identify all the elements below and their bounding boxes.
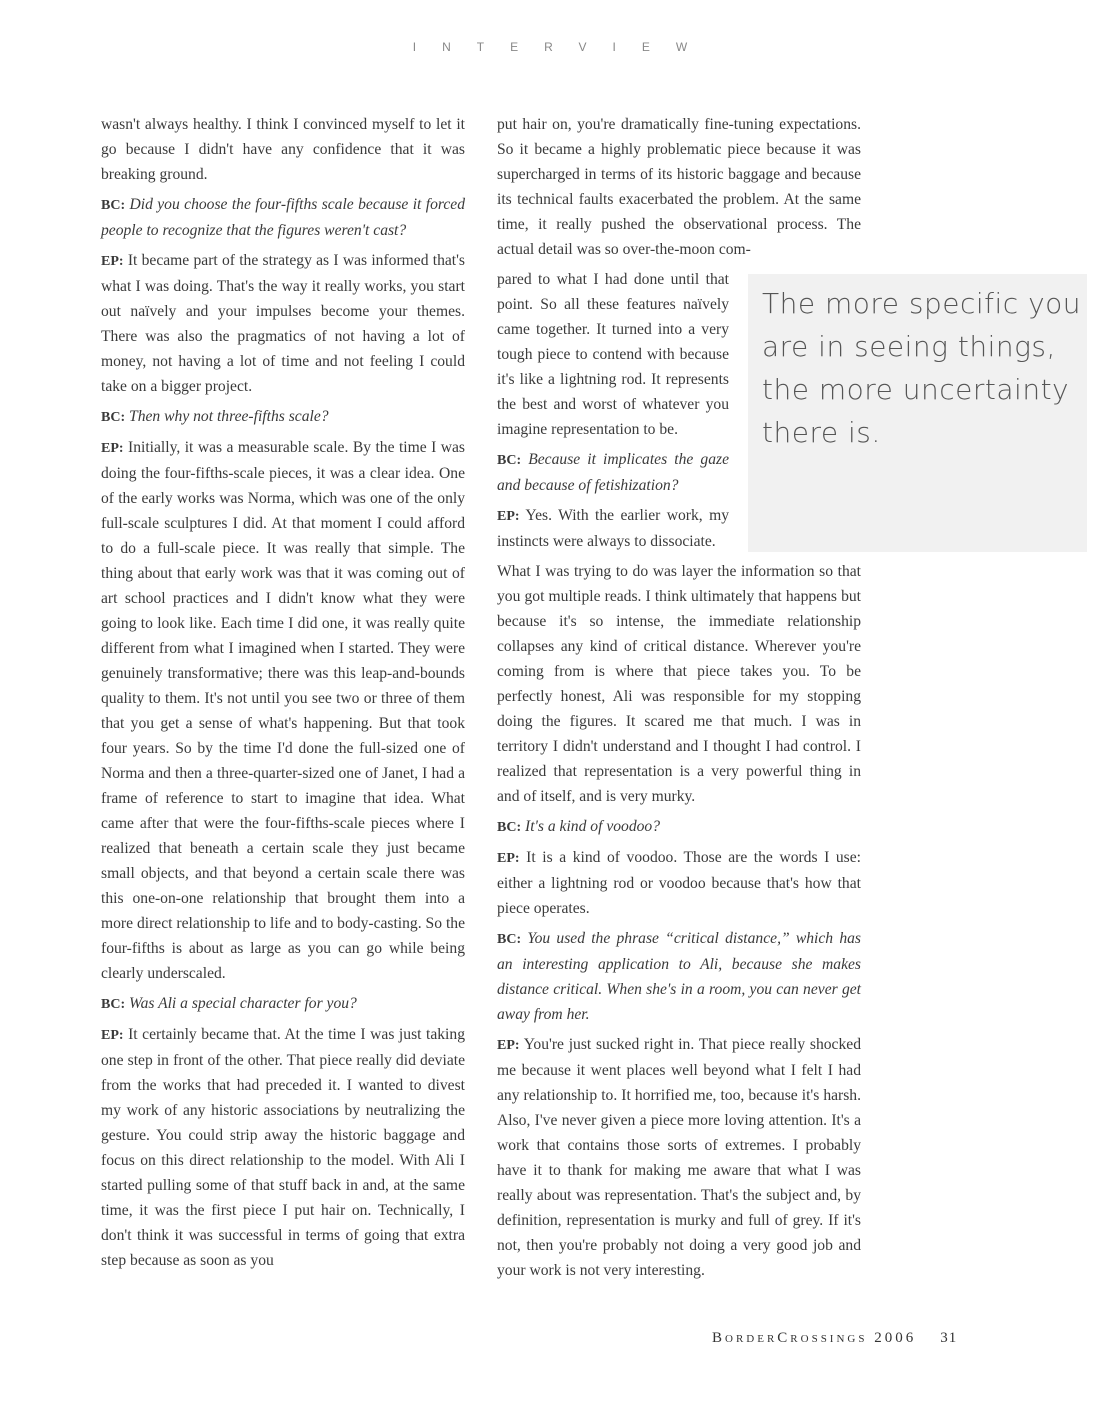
- paragraph-text: wasn't always healthy. I think I convinced myself to let it go because I didn't have any confidence that it was breaking ground.: [101, 116, 465, 183]
- answer-paragraph: [497, 845, 861, 921]
- paragraph-text: It certainly became that. At the time I was just taking one step in front of the other. That piece really did deviate from the works that had preceded it. I wanted to divest my work of any historic associations by neutralizing the gesture. You could strip away the historic baggage and focus on this direct relationship to the model. With Ali I started pulling some of that stuff back in and, at the same time, it was the first piece I put hair on. Technically, I don't think it was successful in terms of going that extra step because as soon as you: [101, 1026, 465, 1269]
- speaker-label: BC:: [101, 410, 126, 425]
- column-right-bottom: [497, 559, 861, 1283]
- text-paragraph: [497, 112, 861, 262]
- answer-paragraph: [101, 435, 465, 986]
- paragraph-text: put hair on, you're dramatically fine-tuning expectations. So it became a highly problematic piece because it was supercharged in terms of its historic baggage and because its technical faults exacerbated the problem. At the same time, it really pushed the observational process. The actual detail was so over-the-moon com-: [497, 116, 861, 258]
- paragraph-text: Was Ali a special character for you?: [129, 995, 357, 1012]
- magazine-name: BorderCrossings 2006: [712, 1330, 917, 1346]
- speaker-label: EP:: [101, 1028, 124, 1043]
- speaker-label: EP:: [497, 851, 520, 866]
- question-paragraph: [101, 404, 465, 430]
- question-paragraph: [497, 447, 729, 498]
- pullquote: The more specific you are in seeing things, the more uncertainty there is.: [762, 287, 1082, 449]
- speaker-label: EP:: [497, 509, 520, 524]
- answer-paragraph: [497, 503, 729, 554]
- speaker-label: BC:: [101, 997, 126, 1012]
- paragraph-text: Then why not three-fifths scale?: [129, 408, 329, 425]
- paragraph-text: pared to what I had done until that point. So all these features naïvely came together. It turned into a very tough piece to contend with because it's like a lightning rod. It represents the best and worst of whatever you imagine representation to be.: [497, 271, 729, 438]
- speaker-label: EP:: [101, 441, 124, 456]
- speaker-label: BC:: [497, 932, 522, 947]
- paragraph-text: You used the phrase “critical distance,” which has an interesting application to Ali, because she makes distance critical. When she's in a room, you can never get away from her.: [497, 930, 861, 1023]
- question-paragraph: [497, 926, 861, 1027]
- text-paragraph: [497, 559, 861, 809]
- paragraph-text: It's a kind of voodoo?: [525, 818, 661, 835]
- paragraph-text: It is a kind of voodoo. Those are the words I use: either a lightning rod or voodoo because that's how that piece operates.: [497, 849, 861, 917]
- paragraph-text: What I was trying to do was layer the information so that you got multiple reads. I think ultimately that happens but because it's so intense, the immediate relationship collapses any kind of critical distance. Wherever you're coming from is where that piece takes you. To be perfectly honest, Ali was responsible for my stopping doing the figures. It scared me that much. I was in territory I didn't understand and I thought I had control. I realized that representation is a very powerful thing in and of itself, and is very murky.: [497, 563, 861, 805]
- question-paragraph: [101, 991, 465, 1017]
- page-footer: [712, 1330, 957, 1347]
- paragraph-text: Initially, it was a measurable scale. By the time I was doing the four-fifths-scale pieces, it was a clear idea. One of the early works was Norma, which was one of the only full-scale sculptures I did. At that moment I could afford to do a full-scale piece. It was really that simple. The thing about that early work was that it was coming out of art school practices and I didn't know what they were going to look like. Each time I did one, it was really quite different from what I imagined when I started. They were genuinely transformative; there was this leap-and-bounds quality to them. It's not until you see two or three of them that you get a sense of what's happening. But that took four years. So by the time I'd done the full-sized one of Norma and then a three-quarter-sized one of Janet, I had a frame of reference to start to imagine that idea. What came after that were the four-fifths-scale pieces where I realized that beneath a certain scale they just became small objects, and that beyond a certain scale there was this one-on-one relationship that brought them into a more direct relationship to life and to body-casting. So the four-fifths is about as large as you can go while being clearly underscaled.: [101, 439, 465, 982]
- paragraph-text: Did you choose the four-fifths scale because it forced people to recognize that the figures weren't cast?: [101, 196, 465, 239]
- answer-paragraph: [101, 1022, 465, 1273]
- text-paragraph: [101, 112, 465, 187]
- page-number: 31: [940, 1330, 958, 1346]
- text-paragraph: [497, 267, 729, 442]
- section-header: INTERVIEW: [412, 40, 714, 54]
- speaker-label: EP:: [101, 254, 124, 269]
- answer-paragraph: [497, 1032, 861, 1283]
- paragraph-text: You're just sucked right in. That piece really shocked me because it went places well beyond what I felt I had any relationship to. It horrified me, too, because it's harsh. Also, I've never given a piece more loving attention. It's a work that contains those sorts of extremes. I probably have it to thank for making me aware that what I was really about was representation. That's the subject and, by definition, representation is murky and full of grey. If it's not, then you're probably not doing a very good job and your work is not very interesting.: [497, 1036, 861, 1279]
- speaker-label: BC:: [497, 453, 522, 468]
- speaker-label: EP:: [497, 1038, 520, 1053]
- column-left: [101, 112, 465, 1278]
- column-right-top: [497, 112, 861, 262]
- paragraph-text: Because it implicates the gaze and because of fetishization?: [497, 451, 729, 494]
- question-paragraph: [101, 192, 465, 243]
- paragraph-text: Yes. With the earlier work, my instincts were always to dissociate.: [497, 507, 729, 550]
- speaker-label: BC:: [497, 820, 522, 835]
- column-right-narrow: [497, 267, 729, 554]
- speaker-label: BC:: [101, 198, 126, 213]
- answer-paragraph: [101, 248, 465, 399]
- paragraph-text: It became part of the strategy as I was informed that's what I was doing. That's the way it really works, you start out naïvely and your impulses become your themes. There was also the pragmatics of not having a lot of money, not having a lot of time and not feeling I could take on a bigger project.: [101, 252, 466, 395]
- question-paragraph: [497, 814, 861, 840]
